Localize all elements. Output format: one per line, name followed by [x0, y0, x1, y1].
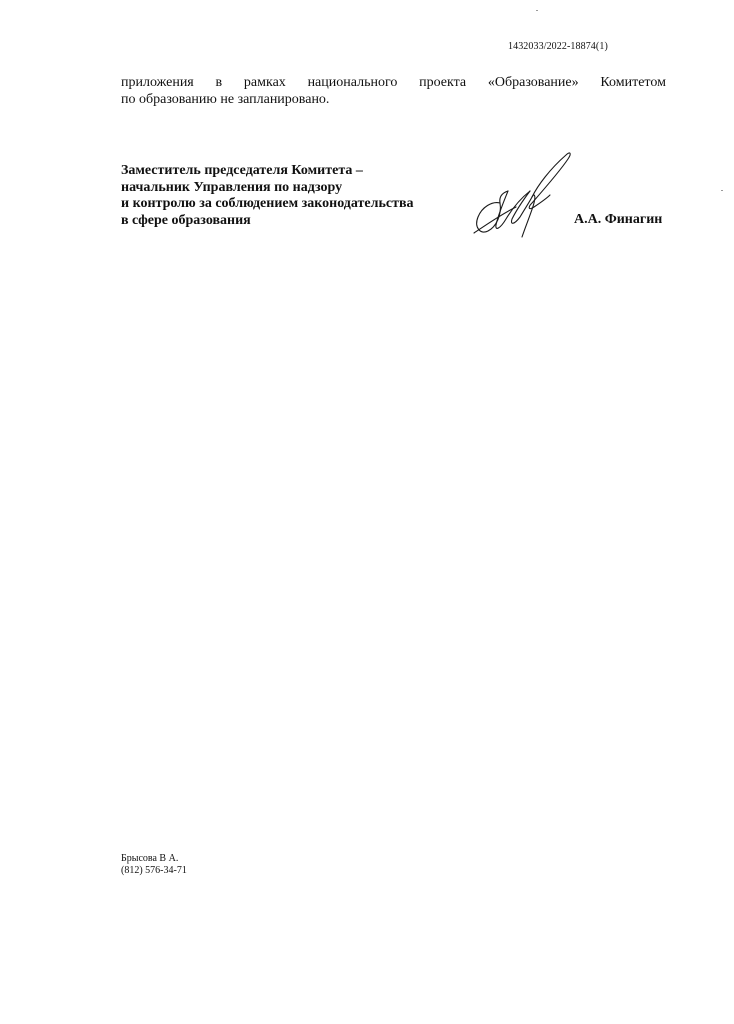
body-word: национального	[307, 75, 398, 90]
body-word: в	[215, 75, 223, 90]
scan-artifact	[536, 10, 538, 11]
signer-position	[121, 163, 414, 229]
body-word: Комитетом	[600, 75, 666, 90]
executor-name: Брысова В А.	[121, 853, 179, 864]
signer-position-line: в сфере образования	[121, 212, 251, 228]
scan-artifact	[721, 190, 723, 191]
executor-phone: (812) 576-34-71	[121, 864, 187, 876]
document-number: 1432033/2022-18874(1)	[508, 41, 608, 52]
body-paragraph	[121, 74, 666, 108]
body-word: проекта	[419, 75, 467, 90]
body-word: рамках	[243, 75, 286, 90]
signer-position-line: Заместитель председателя Комитета –	[121, 163, 363, 178]
signer-position-line: и контролю за соблюдением законодательства	[121, 196, 414, 211]
signer-name: А.А. Финагин	[574, 212, 663, 227]
body-word: «Образование»	[487, 75, 579, 90]
body-line	[121, 74, 666, 91]
body-word: приложения	[121, 75, 194, 90]
handwritten-signature-icon	[466, 145, 578, 241]
signer-position-line: начальник Управления по надзору	[121, 179, 343, 195]
executor-info	[121, 853, 187, 876]
body-line: по образованию не запланировано.	[121, 92, 330, 107]
